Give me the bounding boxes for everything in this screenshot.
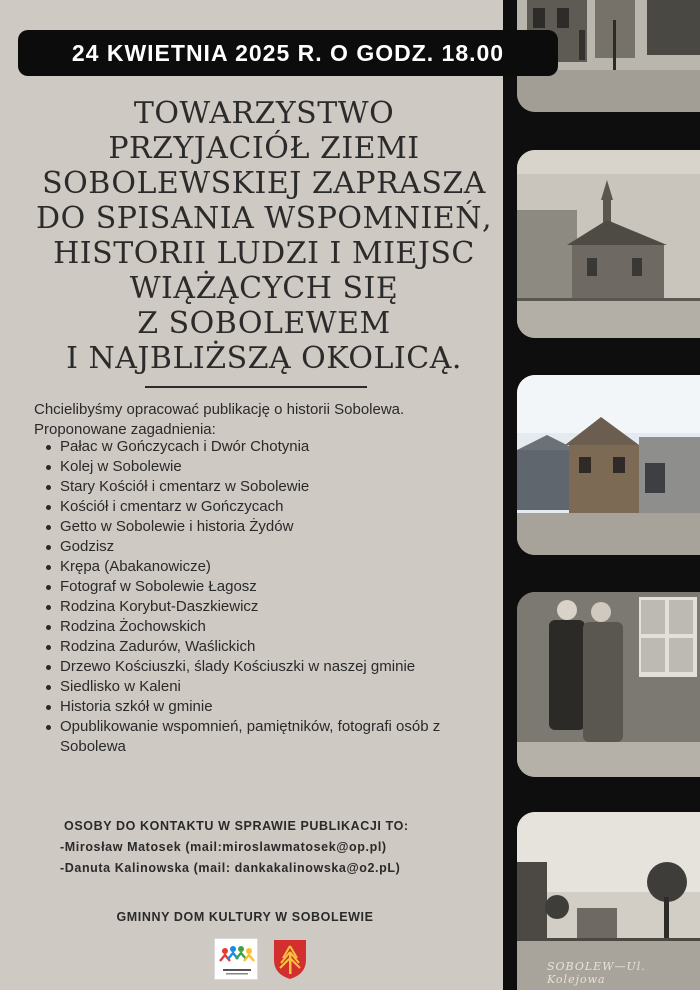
contact-section: [60, 816, 500, 879]
topic-item: Siedlisko w Kaleni: [42, 677, 502, 697]
headline-line: WIĄŻĄCYCH SIĘ: [129, 271, 399, 306]
topic-item: Opublikowanie wspomnień, pamiętników, fotografi osób z Sobolewa: [42, 717, 502, 757]
topic-item: Pałac w Gończycach i Dwór Chotynia: [42, 437, 502, 457]
gdk-logo: [214, 938, 258, 980]
topic-item: Drzewo Kościuszki, ślady Kościuszki w naszej gminie: [42, 657, 502, 677]
contact-person: -Mirosław Matosek (mail:miroslawmatosek@op.pl): [60, 840, 387, 854]
contact-heading: OSOBY DO KONTAKTU W SPRAWIE PUBLIKACJI TO:: [64, 819, 409, 833]
contact-person: -Danuta Kalinowska (mail: dankakalinowska@o2.pL): [60, 861, 401, 875]
headline: [20, 96, 508, 376]
topic-item: Historia szkół w gminie: [42, 697, 502, 717]
headline-line: I NAJBLIŻSZĄ OKOLICĄ.: [66, 341, 462, 376]
topics-list: [42, 437, 502, 757]
film-photo-wooden-house: [517, 375, 700, 555]
intro-line: Proponowane zagadnienia:: [34, 421, 216, 438]
headline-line: HISTORII LUDZI I MIEJSC: [53, 236, 475, 271]
film-strip: [503, 0, 700, 990]
organizer-name: GMINNY DOM KULTURY W SOBOLEWIE: [116, 910, 374, 924]
headline-line: TOWARZYSTWO: [133, 96, 395, 131]
topic-item: Fotograf w Sobolewie Łagosz: [42, 577, 502, 597]
topic-item: Getto w Sobolewie i historia Żydów: [42, 517, 502, 537]
headline-line: PRZYJACIÓŁ ZIEMI: [108, 131, 420, 166]
topic-item: Stary Kościół i cmentarz w Sobolewie: [42, 477, 502, 497]
divider-line: [145, 386, 367, 388]
headline-line: DO SPISANIA WSPOMNIEŃ,: [36, 201, 492, 236]
film-photo-kolejowa-street: [517, 812, 700, 990]
logos: [214, 938, 314, 982]
topic-item: Rodzina Żochowskich: [42, 617, 502, 637]
intro-line: Chcielibyśmy opracować publikację o historii Sobolewa.: [34, 401, 405, 418]
topic-item: Kościół i cmentarz w Gończycach: [42, 497, 502, 517]
headline-line: SOBOLEWSKIEJ ZAPRASZA: [42, 166, 486, 201]
topic-item: Kolej w Sobolewie: [42, 457, 502, 477]
film-photo-caption: SOBOLEW—Ul. Kolejowa: [547, 960, 646, 986]
coat-of-arms-icon: [272, 938, 308, 980]
intro-text: [34, 400, 504, 440]
topic-item: Godzisz: [42, 537, 502, 557]
topic-item: Rodzina Zadurów, Waślickich: [42, 637, 502, 657]
date-banner: 24 KWIETNIA 2025 R. O GODZ. 18.00: [18, 30, 558, 76]
topic-item: Krępa (Abakanowicze): [42, 557, 502, 577]
headline-line: Z SOBOLEWEM: [137, 306, 391, 341]
film-photo-church: [517, 150, 700, 338]
topic-item: Rodzina Korybut-Daszkiewicz: [42, 597, 502, 617]
film-photo-couple: [517, 592, 700, 777]
